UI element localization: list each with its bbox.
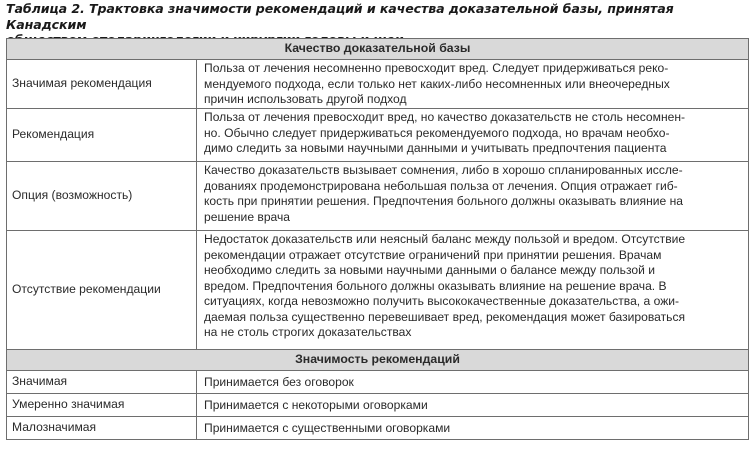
- description-line: ситуациях, когда невозможно получить высококачественные доказательства, а ожи-: [204, 294, 680, 308]
- row-label: Значимая: [7, 371, 197, 394]
- description-line: Польза от лечения несомненно превосходит вред. Следует придерживаться реко-: [204, 61, 669, 75]
- row-label: Опция (возможность): [7, 162, 197, 231]
- description-line: вредом. Предпочтения больного должны оказывать влияние на решение врача. В: [204, 278, 667, 293]
- row-label: Рекомендация: [7, 109, 197, 162]
- description-line: дованиях продемонстрирована небольшая польза от лечения. Опция отражает гиб-: [204, 178, 678, 193]
- row-description: Принимается с некоторыми оговорками: [197, 394, 749, 417]
- table-row: [7, 417, 749, 440]
- table-row: [7, 371, 749, 394]
- row-description: [197, 162, 749, 231]
- description-line: решение врача: [204, 209, 291, 224]
- section-header-row: [7, 350, 749, 371]
- row-label: Малозначимая: [7, 417, 197, 440]
- description-line: Качество доказательств вызывает сомнения, либо в хорошо спланированных иссле-: [204, 163, 683, 177]
- description-line: Польза от лечения превосходит вред, но качество доказательств не столь несомнен-: [204, 110, 686, 124]
- description-line: кость при принятии решения. Предпочтения больного должны оказывать влияние на: [204, 194, 684, 208]
- row-label: Отсутствие рекомендации: [7, 231, 197, 350]
- description-line: даемая польза существенно перевешивает вред, рекомендация может базироваться: [204, 309, 686, 324]
- row-description: [197, 109, 749, 162]
- row-description: Принимается без оговорок: [197, 371, 749, 394]
- description-line: причин использовать другой подход: [204, 92, 407, 106]
- row-label: Умеренно значимая: [7, 394, 197, 417]
- description-line: рекомендации отражает отсутствие ограничений при принятии решения. Врачам: [204, 247, 662, 262]
- description-line: необходимо следить за новыми научными данными о балансе между пользой и: [204, 263, 655, 277]
- section-header-recommendation-strength: Значимость рекомендаций: [7, 350, 749, 371]
- table-row: [7, 60, 749, 109]
- description-line: Недостаток доказательств или неясный баланс между пользой и вредом. Отсутствие: [204, 232, 686, 246]
- table-row: [7, 231, 749, 350]
- table-row: [7, 162, 749, 231]
- description-line: димо следить за новыми научными данными и учитывать предпочтения пациента: [204, 141, 667, 155]
- row-description: [197, 60, 749, 109]
- section-header-row: [7, 39, 749, 60]
- caption-line: Таблица 2. Трактовка значимости рекомендаций и качества доказательной базы, принятая Канадским: [6, 1, 674, 32]
- table-row: [7, 394, 749, 417]
- row-description: [197, 231, 749, 350]
- description-line: но. Обычно следует придерживаться рекомендуемого подхода, но врачам необхо-: [204, 125, 670, 140]
- evidence-table: [6, 38, 749, 440]
- description-line: на не столь строгих доказательствах: [204, 325, 412, 339]
- row-label: Значимая рекомендация: [7, 60, 197, 109]
- row-description: Принимается с существенными оговорками: [197, 417, 749, 440]
- section-header-evidence-quality: Качество доказательной базы: [7, 39, 749, 60]
- description-line: мендуемого подхода, если только нет каких-либо несомненных или внеочередных: [204, 76, 670, 91]
- table-row: [7, 109, 749, 162]
